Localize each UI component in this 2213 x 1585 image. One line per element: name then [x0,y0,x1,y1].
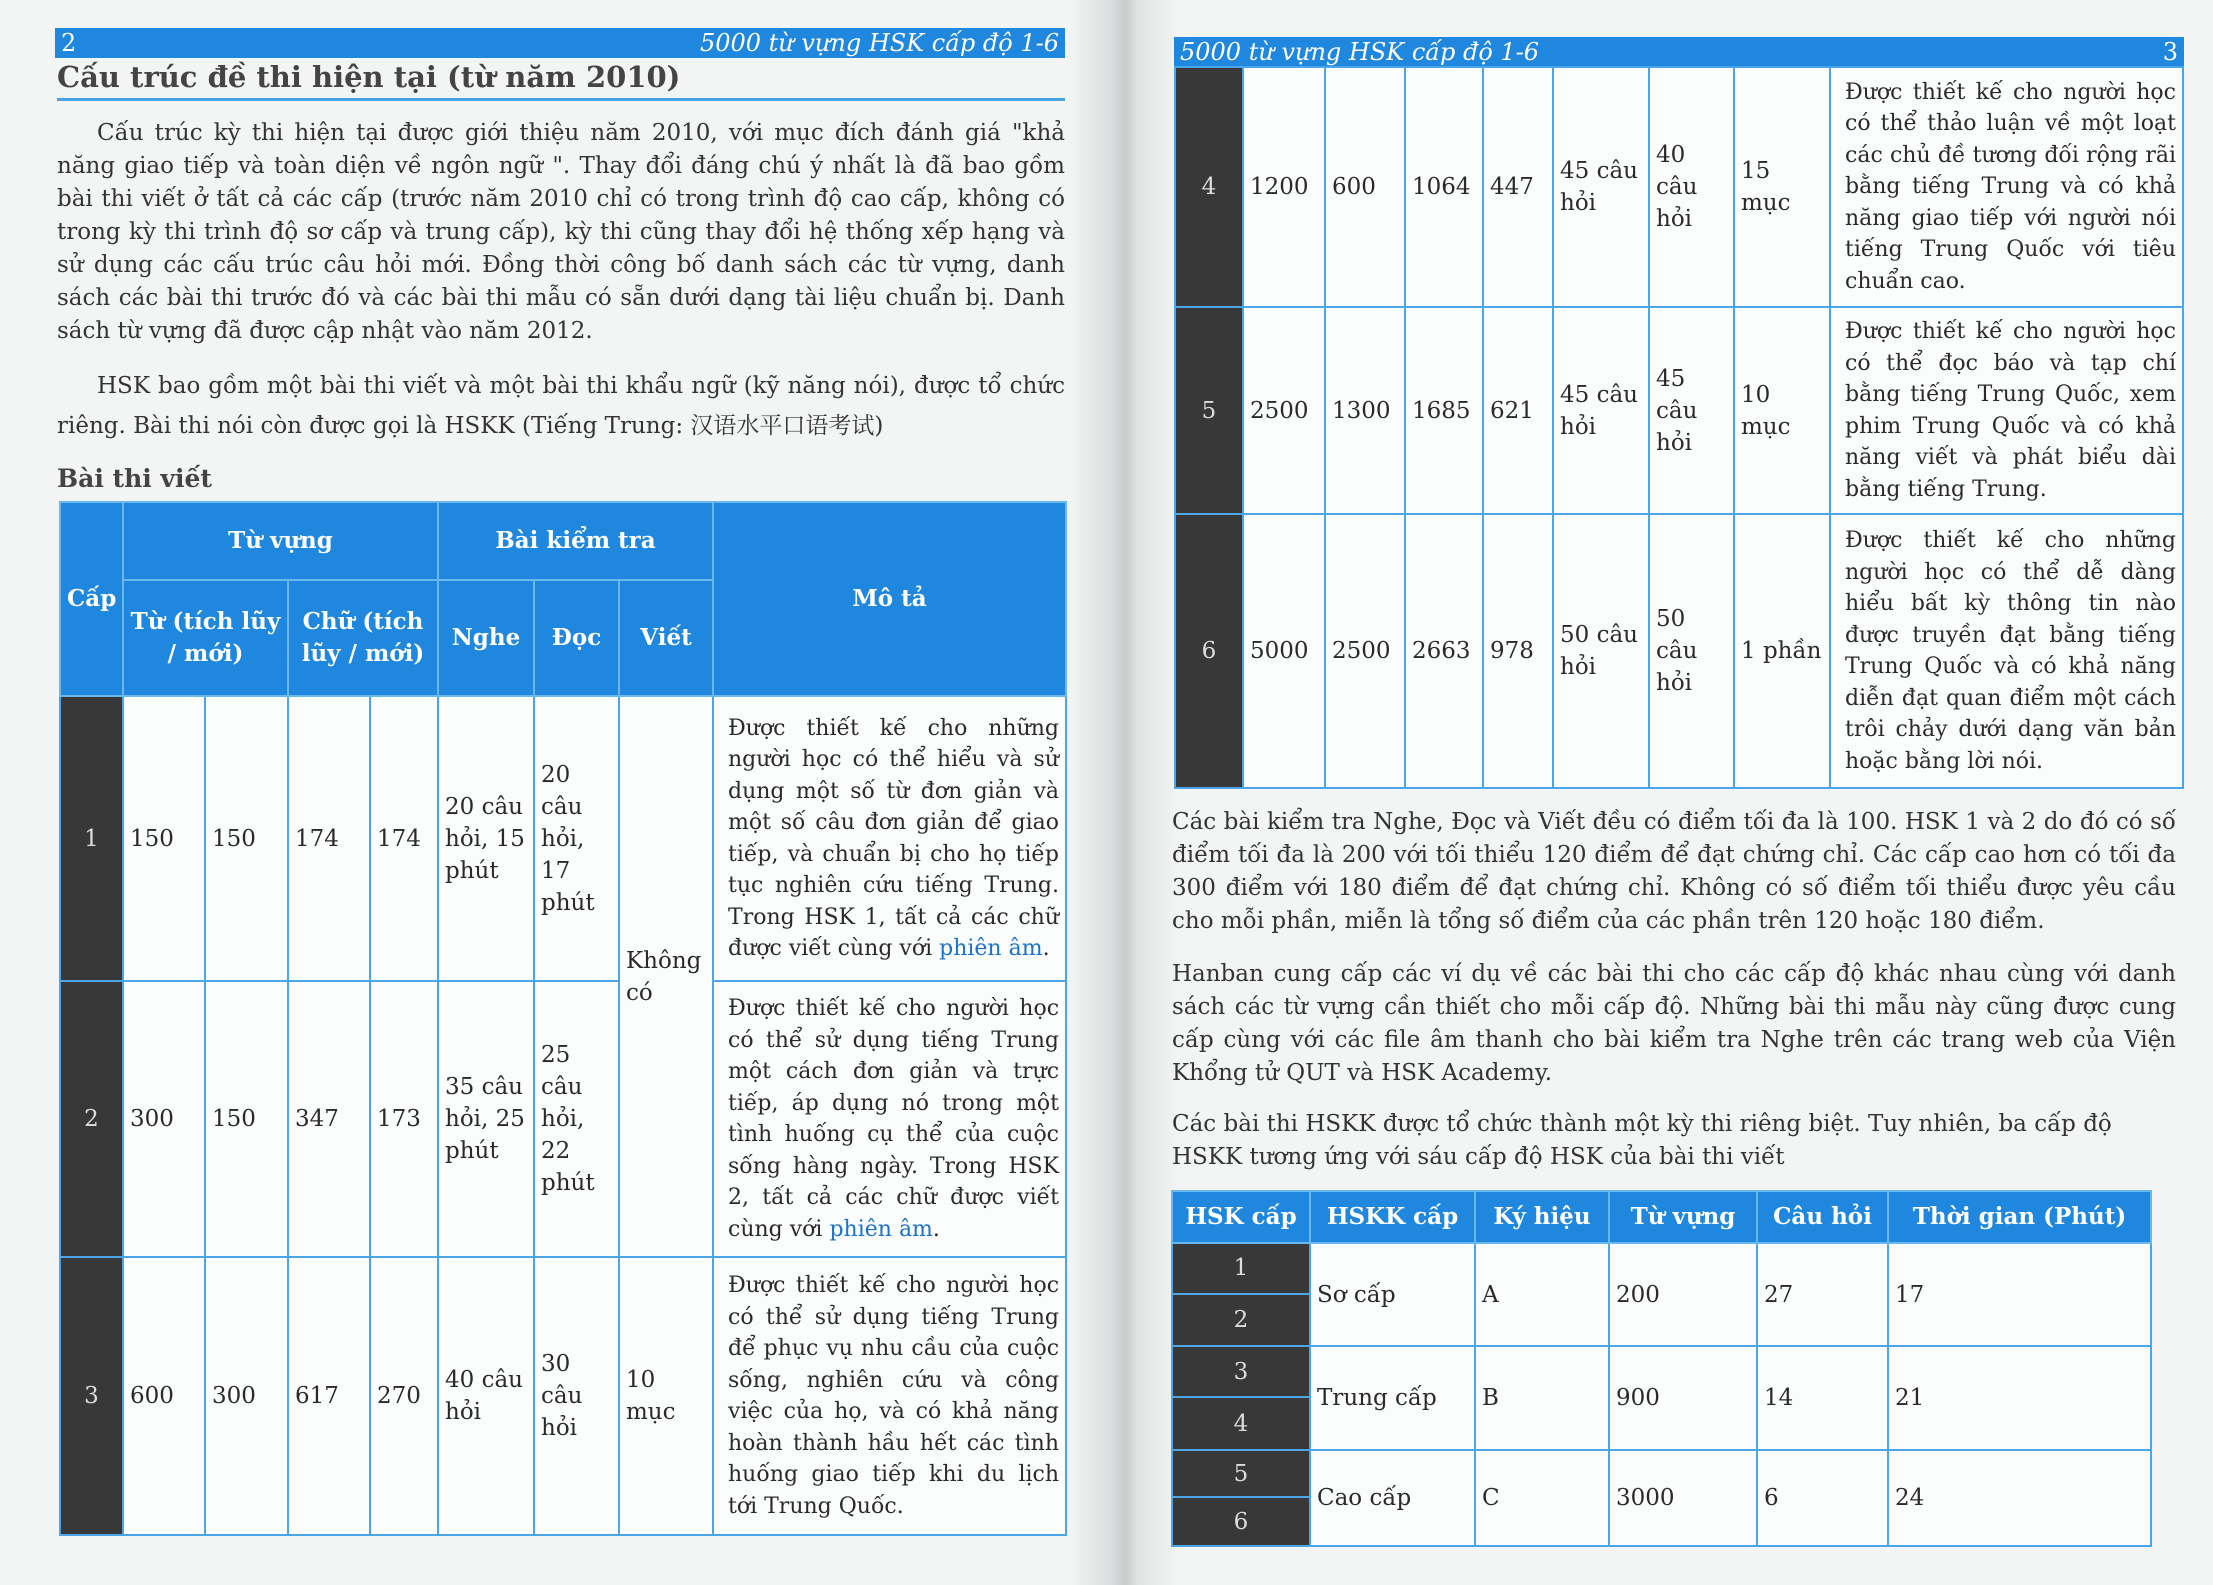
level-cell: 4 [1175,67,1243,307]
chars-new: 173 [370,981,438,1257]
questions: 6 [1757,1450,1888,1546]
description-text: Được thiết kế cho những người học có thể hiểu và sử dụng một số từ đơn giản và một số câu đơn giản để giao tiếp, và chuẩn bị cho họ tiếp tục nghiên cứu tiếng Trung. Trong HSK 1, tất cả các chữ được viết cùng với [728,715,1060,961]
listening: 50 câu hỏi [1553,514,1649,788]
writing: Không có [619,696,713,1257]
written-exam-table-continued [1174,66,2184,789]
time: 17 [1888,1243,2151,1346]
chars-total: 1064 [1405,67,1483,307]
hsk-levels [1172,1346,1310,1450]
vocab: 3000 [1609,1450,1757,1546]
table-row [1172,1346,2151,1450]
table-row [1172,1243,2151,1346]
reading: 25 câu hỏi, 22 phút [534,981,619,1257]
table-row [1175,67,2183,307]
hsk-level: 6 [1173,1498,1309,1545]
level-cell: 1 [60,696,123,981]
words-total: 150 [123,696,205,981]
hsk-level: 1 [1173,1244,1309,1295]
listening: 45 câu hỏi [1553,67,1649,307]
hsk-level: 2 [1173,1295,1309,1346]
scoring-paragraph: Các bài kiểm tra Nghe, Đọc và Viết đều có điểm tối đa là 100. HSK 1 và 2 do đó có số điểm tối đa là 200 với tối thiểu 120 điểm để đạt chứng chỉ. Các cấp cao hơn có tối đa 300 điểm với 180 điểm để đạt chứng chỉ. Không có số điểm tối thiểu được yêu cầu cho mỗi phần, miễn là tổng số điểm của các phần trên 120 hoặc 180 điểm. [1172,809,2176,934]
reading: 40 câu hỏi [1649,67,1734,307]
questions: 27 [1757,1243,1888,1346]
words-total: 300 [123,981,205,1257]
table-row [1172,1450,2151,1546]
table-row [60,1257,1066,1535]
page-heading: Cấu trúc đề thi hiện tại (từ năm 2010) [57,60,1065,101]
table-row [1175,307,2183,514]
header-time: Thời gian (Phút) [1888,1191,2151,1243]
writing: 15 mục [1734,67,1830,307]
code: A [1475,1243,1609,1346]
words-new: 300 [205,1257,288,1535]
code: B [1475,1346,1609,1450]
header-writing: Viết [619,580,713,696]
words-new: 2500 [1325,514,1405,788]
written-exam-table [59,501,1067,1536]
chars-new: 174 [370,696,438,981]
hskk-paragraph: Các bài thi HSKK được tổ chức thành một kỳ thi riêng biệt. Tuy nhiên, ba cấp độ HSKK tương ứng với sáu cấp độ HSK của bài thi viết [1172,1111,2112,1170]
chars-total: 2663 [1405,514,1483,788]
left-header-bar [55,28,1065,58]
hskk-level: Trung cấp [1310,1346,1475,1450]
description: Được thiết kế cho những người học có thể dễ dàng hiểu bất kỳ thông tin nào được truyền đạt bằng tiếng Trung Quốc và có khả năng diễn đạt quan điểm một cách trôi chảy dưới dạng văn bản hoặc bằng lời nói. [1830,514,2183,788]
subheading: Bài thi viết [57,464,212,493]
chars-total: 1685 [1405,307,1483,514]
description-end: . [932,1216,940,1242]
pinyin-link[interactable]: phiên âm [939,936,1043,961]
chars-new: 978 [1483,514,1553,788]
questions: 14 [1757,1346,1888,1450]
running-title: 5000 từ vựng HSK cấp độ 1-6 [699,29,1059,57]
header-hskk-level: HSKK cấp [1310,1191,1475,1243]
running-title: 5000 từ vựng HSK cấp độ 1-6 [1180,38,1540,66]
hskk-level: Cao cấp [1310,1450,1475,1546]
chars-new: 447 [1483,67,1553,307]
hsk-levels [1172,1243,1310,1346]
intro-paragraph: Cấu trúc kỳ thi hiện tại được giới thiệu năm 2010, với mục đích đánh giá "khả năng giao tiếp và toàn diện về ngôn ngữ ". Thay đổi đáng chú ý nhất là đã bao gồm bài thi viết ở tất cả các cấp (trước năm 2010 chỉ có trong trình độ cao cấp, không có trong kỳ thi trình độ sơ cấp và trung cấp), kỳ thi cũng thay đổi hệ thống xếp hạng và sử dụng các cấu trúc câu hỏi mới. Đồng thời công bố danh sách các từ vựng, danh sách các bài thi trước đó và các bài thi mẫu có sẵn dưới dạng tài liệu chuẩn bị. Danh sách từ vựng đã được cập nhật vào năm 2012. [57,120,1065,344]
chars-total: 347 [288,981,370,1257]
words-total: 5000 [1243,514,1325,788]
code: C [1475,1450,1609,1546]
hskk-table [1171,1190,2152,1547]
page-number: 2 [61,29,77,57]
hanban-paragraph: Hanban cung cấp các ví dụ về các bài thi cho các cấp độ khác nhau cùng với danh sách các từ vựng cần thiết cho mỗi cấp độ. Những bài thi mẫu này cũng được cung cấp cùng với các file âm thanh cho bài kiểm tra Nghe trên các trang web của Viện Khổng tử QUT và HSK Academy. [1172,961,2176,1086]
description: Được thiết kế cho người học có thể thảo luận về một loạt các chủ đề tương đối rộng rãi bằng tiếng Trung và có khả năng giao tiếp với người nói tiếng Trung Quốc với tiêu chuẩn cao. [1830,67,2183,307]
listening: 20 câu hỏi, 15 phút [438,696,534,981]
description-end: . [1042,936,1050,961]
level-cell: 5 [1175,307,1243,514]
writing: 10 mục [1734,307,1830,514]
right-header-bar [1174,37,2184,67]
level-cell: 3 [60,1257,123,1535]
time: 21 [1888,1346,2151,1450]
chars-new: 270 [370,1257,438,1535]
description: Được thiết kế cho người học có thể đọc báo và tạp chí bằng tiếng Trung Quốc, xem phim Trung Quốc và có khả năng viết và phát biểu dài bằng tiếng Trung. [1830,307,2183,514]
header-desc: Mô tả [713,502,1066,696]
reading: 45 câu hỏi [1649,307,1734,514]
header-level: Cấp [60,502,123,696]
hsk-level: 3 [1173,1347,1309,1398]
reading: 30 câu hỏi [534,1257,619,1535]
hskk-level: Sơ cấp [1310,1243,1475,1346]
writing: 10 mục [619,1257,713,1535]
header-listening: Nghe [438,580,534,696]
header-questions: Câu hỏi [1757,1191,1888,1243]
hsk-level: 4 [1173,1398,1309,1449]
words-total: 1200 [1243,67,1325,307]
words-new: 1300 [1325,307,1405,514]
header-words: Từ (tích lũy / mới) [123,580,288,696]
hsk-levels [1172,1450,1310,1546]
words-new: 600 [1325,67,1405,307]
words-total: 2500 [1243,307,1325,514]
table-row [60,696,1066,981]
header-vocab: Từ vựng [1609,1191,1757,1243]
header-test: Bài kiểm tra [438,502,713,580]
header-chars: Chữ (tích lũy / mới) [288,580,438,696]
description [713,981,1066,1257]
writing: 1 phần [1734,514,1830,788]
header-vocab: Từ vựng [123,502,438,580]
description-text: Được thiết kế cho người học có thể sử dụng tiếng Trung một cách đơn giản và trực tiếp, áp dụng nó trong một tình huống cụ thể của cuộc sống hàng ngày. Trong HSK 2, tất cả các chữ được viết cùng với [728,996,1060,1242]
hsk-paragraph: HSK bao gồm một bài thi viết và một bài thi khẩu ngữ (kỹ năng nói), được tổ chức riêng. Bài thi nói còn được gọi là HSKK (Tiếng Trung: 汉语水平口语考试) [57,373,1065,439]
chars-total: 174 [288,696,370,981]
page-number: 3 [2162,38,2178,66]
description: Được thiết kế cho người học có thể sử dụng tiếng Trung để phục vụ nhu cầu của cuộc sống, nghiên cứu và công việc của họ, và có khả năng hoàn thành hầu hết các tình huống giao tiếp khi du lịch tới Trung Quốc. [713,1257,1066,1535]
table-row [1175,514,2183,788]
reading: 20 câu hỏi, 17 phút [534,696,619,981]
header-reading: Đọc [534,580,619,696]
table-row [60,981,1066,1257]
level-cell: 2 [60,981,123,1257]
time: 24 [1888,1450,2151,1546]
listening: 45 câu hỏi [1553,307,1649,514]
header-code: Ký hiệu [1475,1191,1609,1243]
header-hsk-level: HSK cấp [1172,1191,1310,1243]
reading: 50 câu hỏi [1649,514,1734,788]
description [713,696,1066,981]
level-cell: 6 [1175,514,1243,788]
pinyin-link[interactable]: phiên âm [829,1216,933,1242]
vocab: 200 [1609,1243,1757,1346]
chars-new: 621 [1483,307,1553,514]
hsk-level: 5 [1173,1451,1309,1498]
words-new: 150 [205,696,288,981]
chars-total: 617 [288,1257,370,1535]
words-total: 600 [123,1257,205,1535]
listening: 40 câu hỏi [438,1257,534,1535]
words-new: 150 [205,981,288,1257]
vocab: 900 [1609,1346,1757,1450]
page-gutter [1070,0,1180,1585]
listening: 35 câu hỏi, 25 phút [438,981,534,1257]
